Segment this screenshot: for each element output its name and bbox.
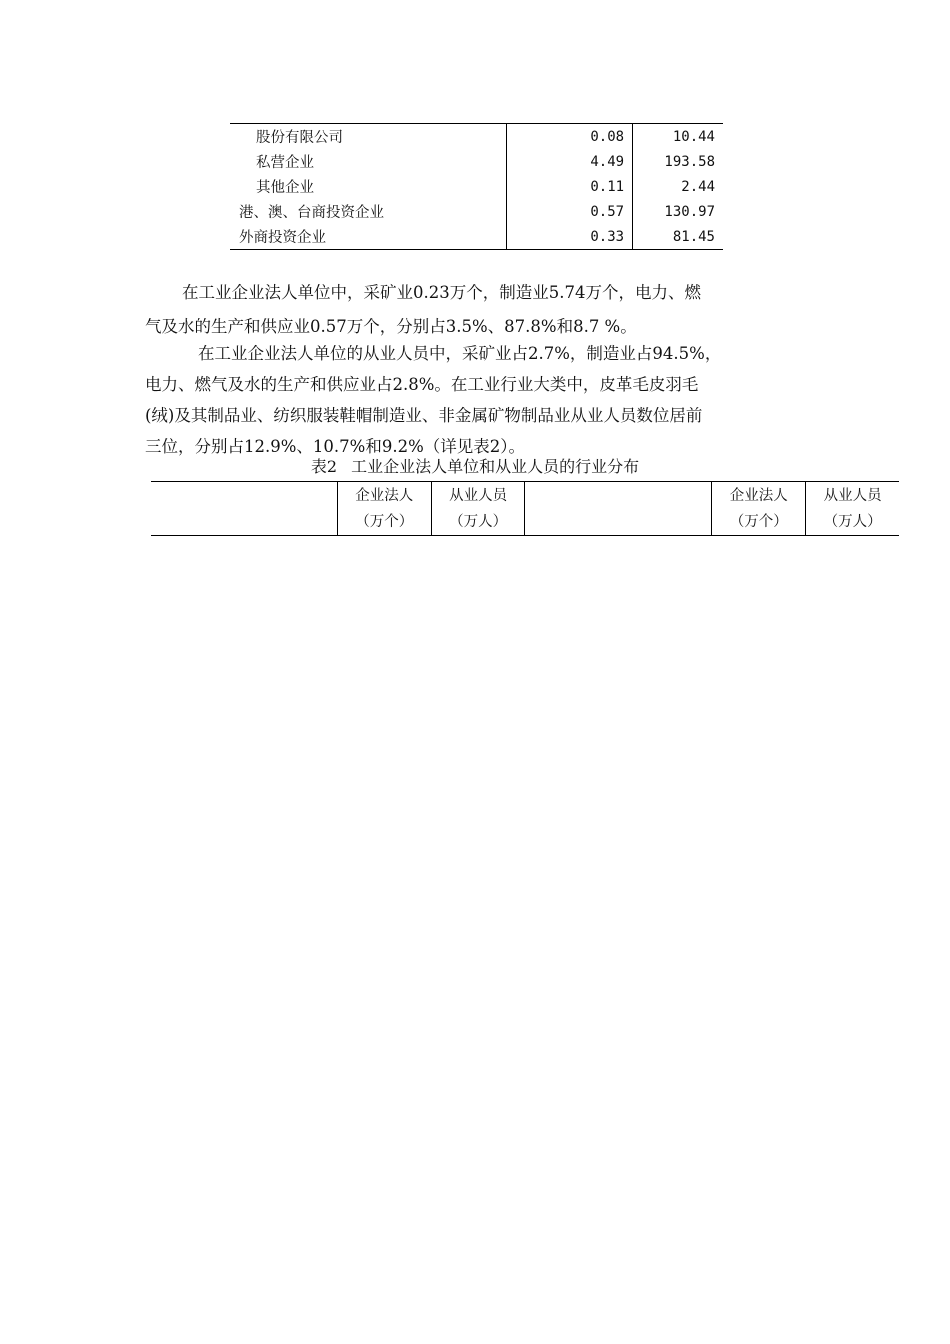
row-units: 0.08 <box>507 124 633 150</box>
row-name: 私营企业 <box>256 155 314 171</box>
header-blank-cell <box>151 482 337 536</box>
table-header-row <box>151 482 899 536</box>
table-row <box>230 174 723 199</box>
table2-title: 工业企业法人单位和从业人员的行业分布 <box>351 457 640 476</box>
header-units-unit: （万个） <box>729 513 788 530</box>
header-units <box>337 482 431 536</box>
header-employees <box>431 482 525 536</box>
row-units: 0.33 <box>507 224 633 250</box>
header-employees-unit: （万人） <box>449 513 508 530</box>
paragraph-line: 在工业企业法人单位中，采矿业0.23万个，制造业5.74万个，电力、燃 <box>182 283 701 302</box>
row-employees: 81.45 <box>633 224 723 250</box>
row-name: 其他企业 <box>256 180 314 196</box>
table2-caption <box>0 454 950 477</box>
header-units-unit: （万个） <box>355 513 414 530</box>
paragraph-line: (绒)及其制品业、纺织服装鞋帽制造业、非金属矿物制品业从业人员数位居前 <box>145 406 703 425</box>
header-units <box>712 482 806 536</box>
row-units: 0.11 <box>507 174 633 199</box>
header-units-label: 企业法人 <box>355 487 414 504</box>
table-row <box>230 124 723 150</box>
row-employees: 2.44 <box>633 174 723 199</box>
row-employees: 193.58 <box>633 149 723 174</box>
header-blank-cell <box>525 482 712 536</box>
header-units-label: 企业法人 <box>729 487 788 504</box>
table2-number: 表2 <box>310 457 338 476</box>
paragraph-line: 三位，分别占12.9%、10.7%和9.2%（详见表2）。 <box>145 437 525 456</box>
industry-distribution-table <box>151 481 899 536</box>
paragraph-industrial-units <box>145 276 805 344</box>
header-employees-unit: （万人） <box>823 513 882 530</box>
table-row <box>230 224 723 250</box>
paragraph-line: 在工业企业法人单位的从业人员中，采矿业占2.7%，制造业占94.5%， <box>198 344 722 363</box>
table-row <box>230 199 723 224</box>
header-employees <box>806 482 899 536</box>
paragraph-line: 电力、燃气及水的生产和供应业占2.8%。在工业行业大类中，皮革毛皮羽毛 <box>145 375 699 394</box>
table-row <box>230 149 723 174</box>
row-units: 0.57 <box>507 199 633 224</box>
ownership-table-continued <box>230 123 723 250</box>
row-employees: 10.44 <box>633 124 723 150</box>
row-employees: 130.97 <box>633 199 723 224</box>
row-name: 港、澳、台商投资企业 <box>239 205 384 221</box>
row-name: 股份有限公司 <box>230 124 507 150</box>
row-units: 4.49 <box>507 149 633 174</box>
paragraph-industrial-employees <box>145 338 805 462</box>
paragraph-line: 气及水的生产和供应业0.57万个，分别占3.5%、87.8%和8.7 %。 <box>145 317 637 336</box>
header-employees-label: 从业人员 <box>823 487 882 504</box>
row-name: 外商投资企业 <box>230 224 507 250</box>
header-employees-label: 从业人员 <box>449 487 508 504</box>
